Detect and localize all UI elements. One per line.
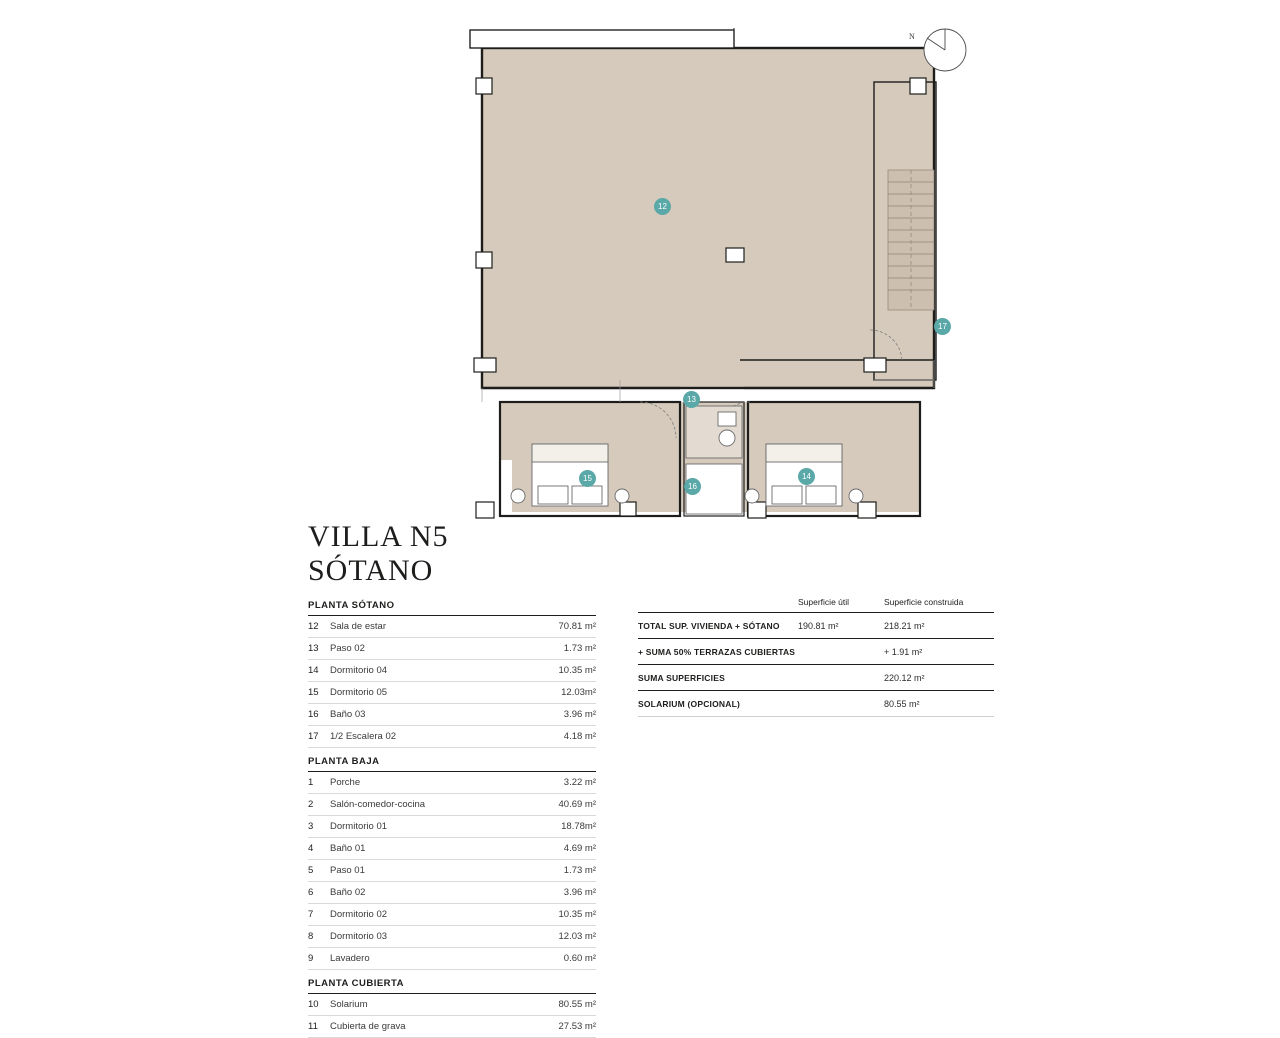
list-item	[308, 926, 596, 948]
surface-summary-table	[638, 597, 994, 717]
list-item	[308, 794, 596, 816]
room-list-roof	[308, 994, 596, 1038]
title-line-1: VILLA N5	[308, 520, 449, 553]
room-name: Lavadero	[330, 953, 370, 964]
room-area: 70.81 m²	[558, 621, 596, 632]
room-number: 12	[308, 621, 319, 632]
room-number: 14	[308, 665, 319, 676]
list-item	[308, 948, 596, 970]
list-item	[308, 638, 596, 660]
compass-icon	[905, 20, 975, 80]
room-name: 1/2 Escalera 02	[330, 731, 397, 742]
summary-header-util: Superficie útil	[798, 597, 850, 607]
summary-util-value: 190.81 m²	[798, 620, 839, 631]
list-item	[308, 726, 596, 748]
room-area: 1.73 m²	[563, 865, 596, 876]
section-heading-basement: PLANTA SÓTANO	[308, 600, 596, 616]
room-number: 7	[308, 909, 314, 920]
room-name: Paso 02	[330, 643, 365, 654]
room-name: Dormitorio 02	[330, 909, 388, 920]
page-title	[308, 520, 448, 588]
room-number: 1	[308, 777, 314, 788]
title-line-2: SÓTANO	[308, 554, 434, 587]
room-number: 3	[308, 821, 314, 832]
summary-label: SOLARIUM (OPCIONAL)	[638, 698, 741, 709]
room-number: 11	[308, 1021, 318, 1032]
room-name: Baño 01	[330, 843, 366, 854]
room-number: 9	[308, 953, 314, 964]
floor-plan	[440, 20, 1020, 540]
spacer	[308, 748, 596, 756]
list-item	[308, 682, 596, 704]
room-area: 0.60 m²	[563, 953, 596, 964]
table-row	[638, 690, 994, 717]
room-area: 4.18 m²	[563, 731, 596, 742]
floor-plan-svg	[440, 20, 1020, 540]
spacer	[308, 970, 596, 978]
room-number: 10	[308, 999, 319, 1010]
room-number: 15	[308, 687, 319, 698]
list-item	[308, 994, 596, 1016]
list-item	[308, 660, 596, 682]
room-marker-14: 14	[798, 468, 815, 485]
room-marker-13: 13	[683, 391, 700, 408]
room-area: 3.96 m²	[563, 709, 596, 720]
summary-construida-value: 80.55 m²	[884, 698, 920, 709]
room-area: 40.69 m²	[558, 799, 596, 810]
room-marker-15: 15	[579, 470, 596, 487]
room-area: 10.35 m²	[558, 665, 596, 676]
table-row	[638, 664, 994, 690]
section-heading-ground: PLANTA BAJA	[308, 756, 596, 772]
room-number: 2	[308, 799, 314, 810]
list-item	[308, 838, 596, 860]
room-legend	[308, 600, 596, 1038]
room-area: 27.53 m²	[558, 1021, 596, 1032]
room-name: Porche	[330, 777, 361, 788]
room-list-basement	[308, 616, 596, 748]
stairs	[888, 170, 934, 310]
room-list-ground	[308, 772, 596, 970]
table-row	[638, 612, 994, 638]
room-area: 80.55 m²	[558, 999, 596, 1010]
room-name: Dormitorio 04	[330, 665, 388, 676]
room-area: 12.03 m²	[558, 931, 596, 942]
section-heading-roof: PLANTA CUBIERTA	[308, 978, 596, 994]
list-item	[308, 816, 596, 838]
room-number: 5	[308, 865, 314, 876]
room-name: Dormitorio 03	[330, 931, 388, 942]
room-name: Paso 01	[330, 865, 365, 876]
room-name: Dormitorio 01	[330, 821, 388, 832]
room-area: 10.35 m²	[558, 909, 596, 920]
room-number: 6	[308, 887, 314, 898]
summary-header-row	[638, 597, 994, 612]
list-item	[308, 882, 596, 904]
room-name: Dormitorio 05	[330, 687, 388, 698]
room-name: Solarium	[330, 999, 368, 1010]
summary-label: + SUMA 50% TERRAZAS CUBIERTAS	[638, 646, 796, 657]
compass-north-label: N	[909, 32, 915, 41]
summary-construida-value: 218.21 m²	[884, 620, 925, 631]
summary-label: TOTAL SUP. VIVIENDA + SÓTANO	[638, 620, 780, 631]
summary-header-construida: Superficie construida	[884, 597, 964, 607]
room-area: 3.96 m²	[563, 887, 596, 898]
room-name: Salón-comedor-cocina	[330, 799, 426, 810]
summary-construida-value: 220.12 m²	[884, 672, 925, 683]
list-item	[308, 1016, 596, 1038]
room-number: 13	[308, 643, 319, 654]
list-item	[308, 772, 596, 794]
room-name: Baño 03	[330, 709, 366, 720]
room-area: 12.03m²	[561, 687, 596, 698]
room-area: 18.78m²	[561, 821, 596, 832]
room-area: 3.22 m²	[563, 777, 596, 788]
room-name: Baño 02	[330, 887, 366, 898]
list-item	[308, 860, 596, 882]
room-name: Sala de estar	[330, 621, 386, 632]
summary-label: SUMA SUPERFICIES	[638, 672, 725, 683]
room-number: 4	[308, 843, 314, 854]
room-area: 1.73 m²	[563, 643, 596, 654]
list-item	[308, 616, 596, 638]
room-name: Cubierta de grava	[330, 1021, 406, 1032]
list-item	[308, 704, 596, 726]
room-marker-12: 12	[654, 198, 671, 215]
room-number: 17	[308, 731, 319, 742]
room-marker-17: 17	[934, 318, 951, 335]
list-item	[308, 904, 596, 926]
room-marker-16: 16	[684, 478, 701, 495]
compass	[905, 20, 975, 80]
room-area: 4.69 m²	[563, 843, 596, 854]
room-number: 8	[308, 931, 314, 942]
room-number: 16	[308, 709, 319, 720]
summary-construida-value: + 1.91 m²	[884, 646, 923, 657]
table-row	[638, 638, 994, 664]
